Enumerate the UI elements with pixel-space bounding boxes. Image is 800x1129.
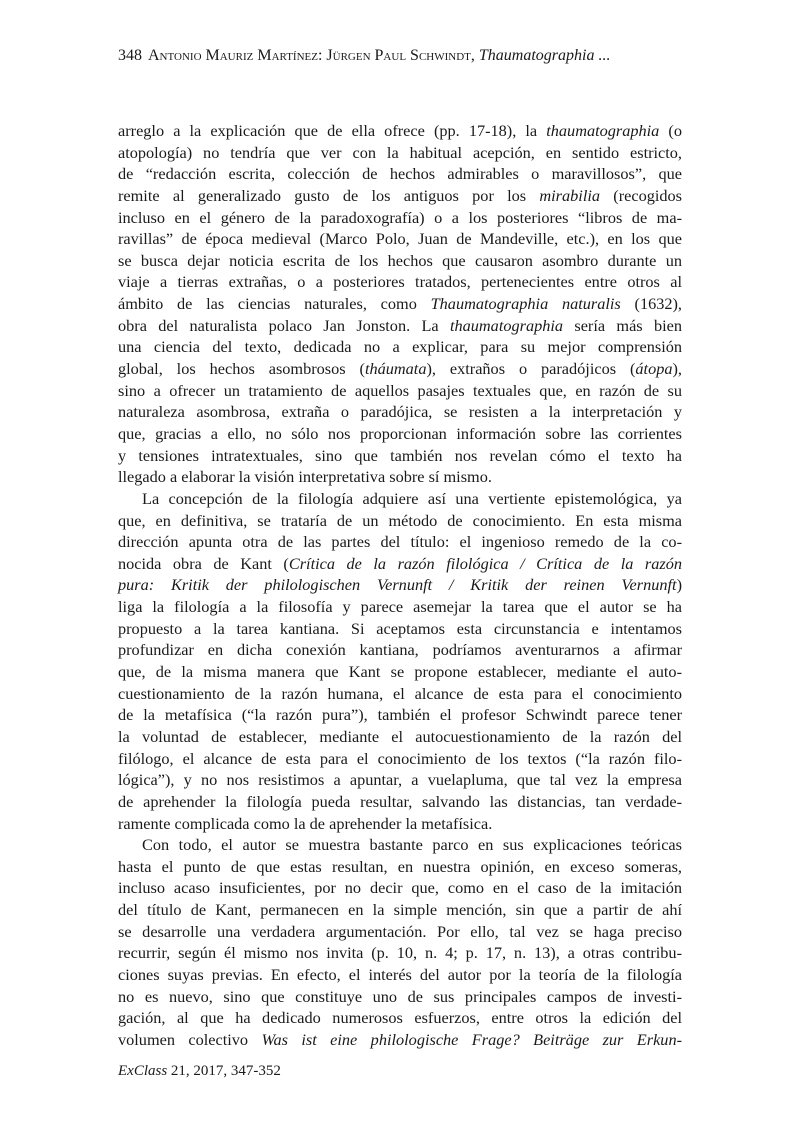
text-line (118, 748, 682, 770)
text-segment: (1632), (620, 294, 683, 314)
text-segment: sino a ofrecer un tratamiento de aquellos pasajes textuales que, en razón de su (118, 380, 682, 400)
text-line (118, 942, 682, 964)
journal-citation: 21, 2017, 347-352 (167, 1063, 281, 1079)
text-segment: que, gracias a ello, no sólo nos proporcionan información sobre las corrientes (118, 423, 682, 443)
paragraph (118, 120, 682, 488)
text-line (118, 553, 682, 575)
journal-footer (118, 1063, 281, 1080)
paragraph (118, 834, 682, 1050)
text-segment: La concepción de la filología adquiere así una vertiente epistemológica, ya (142, 488, 682, 508)
text-segment: naturaleza asombrosa, extraña o paradójica, se resisten a la interpretación y (118, 402, 682, 422)
text-segment: se desarrolle una verdadera argumentación. Por ello, tal vez se haga preciso (118, 921, 682, 941)
text-segment: del título de Kant, permanecen en la simple mención, sin que a partir de ahí (118, 900, 682, 920)
text-line (118, 639, 682, 661)
text-segment: dirección apunta otra de las partes del título: el ingenioso remedo de la co- (118, 532, 682, 552)
text-segment: ramente complicada como la de aprehender la metafísica. (118, 813, 493, 833)
text-segment: no es nuevo, sino que constituye uno de sus principales campos de investi- (118, 986, 682, 1006)
text-line (118, 250, 682, 272)
text-segment: Con todo, el autor se muestra bastante parco en sus explicaciones teóricas (142, 835, 682, 855)
text-line (118, 120, 682, 142)
text-line (118, 488, 682, 510)
text-segment: se busca dejar noticia escrita de los hechos que causaron asombro durante un (118, 250, 682, 270)
text-segment: ámbito de las ciencias naturales, como (118, 294, 431, 314)
text-line (118, 856, 682, 878)
text-segment: de la metafísica (“la razón pura”), también el profesor Schwindt parece tener (118, 705, 682, 725)
italic-text: Was ist eine philologische Frage? Beiträge zur Erkun- (261, 1029, 683, 1049)
text-line (118, 163, 682, 185)
text-segment: nocida obra de Kant ( (118, 553, 289, 573)
text-segment: ), extraños o paradójicos ( (426, 359, 636, 379)
text-line (118, 964, 682, 986)
text-segment: la voluntad de establecer, mediante el autocuestionamiento de la razón del (118, 726, 682, 746)
text-segment: global, los hechos asombrosos ( (118, 359, 365, 379)
text-segment: arreglo a la explicación que de ella ofrece (pp. 17-18), la (118, 121, 547, 140)
running-header (118, 47, 610, 65)
italic-text: tháumata (364, 359, 427, 379)
text-segment: recurrir, según él mismo nos invita (p. 10, n. 4; p. 17, n. 13), a otras contribu- (118, 943, 682, 963)
italic-text: Crítica de la razón filológica / Crítica de la razón (288, 553, 683, 573)
text-segment: ), (672, 359, 682, 379)
text-line (118, 618, 682, 640)
text-line (118, 271, 682, 293)
body-text (118, 120, 682, 1051)
text-segment: que, en definitiva, se trataría de un método de conocimiento. En esta misma (118, 510, 682, 530)
text-segment: ) (676, 575, 682, 595)
text-segment: gación, al que ha dedicado numerosos esfuerzos, entre otros la edición del (118, 1008, 682, 1028)
italic-text: thaumatographia (449, 315, 564, 335)
text-line (118, 813, 682, 835)
text-segment: filólogo, el alcance de esta para el conocimiento de los textos (“la razón filo- (118, 748, 682, 768)
text-segment: incluso acaso insuficientes, por no decir que, como en el caso de la imitación (118, 878, 682, 898)
text-line (118, 336, 682, 358)
header-separator: : (317, 47, 327, 64)
text-line (118, 466, 682, 488)
text-segment: lógica”), y no nos resistimos a apuntar, a vuelapluma, que tal vez la empresa (118, 770, 682, 790)
text-segment: propuesto a la tarea kantiana. Si aceptamos esta circunstancia e intentamos (118, 618, 682, 638)
text-segment: volumen colectivo (118, 1029, 262, 1049)
text-segment: sería más bien (563, 315, 682, 335)
italic-text: átopa (635, 359, 673, 379)
italic-text: pura: Kritik der philologischen Vernunft / Kritik der reinen Vernunft (118, 575, 677, 595)
text-line (118, 986, 682, 1008)
journal-name: ExClass (118, 1063, 168, 1079)
text-line (118, 877, 682, 899)
reviewed-author: Jürgen Paul Schwindt (326, 47, 471, 64)
text-segment: cuestionamiento de la razón humana, el alcance de esta para el conocimiento (118, 683, 682, 703)
text-line (118, 401, 682, 423)
page-number: 348 (118, 47, 142, 64)
text-segment: de “redacción escrita, colección de hechos admirables o maravillosos”, que (118, 164, 682, 184)
text-line (118, 769, 682, 791)
text-segment: remite al generalizado gusto de los antiguos por los (118, 185, 540, 205)
review-author: Antonio Mauriz Martínez (148, 47, 318, 64)
text-line (118, 921, 682, 943)
text-segment: ravillas” de época medieval (Marco Polo, Juan de Mandeville, etc.), en los que (118, 229, 682, 249)
text-segment: atopología) no tendría que ver con la habitual acepción, en sentido estricto, (118, 142, 682, 162)
text-line (118, 683, 682, 705)
text-segment: y tensiones intratextuales, sino que también nos revelan cómo el texto ha (118, 445, 682, 465)
italic-text: mirabilia (539, 185, 601, 205)
text-line (118, 185, 682, 207)
text-line (118, 726, 682, 748)
text-segment: viaje a tierras extrañas, o a posteriores tratados, pertenecientes entre otros al (118, 272, 682, 292)
text-segment: una ciencia del texto, dedicada no a explicar, para su mejor comprensión (118, 337, 682, 357)
text-line (118, 704, 682, 726)
paragraph (118, 488, 682, 834)
text-segment: (o (659, 121, 682, 140)
text-line (118, 380, 682, 402)
text-line (118, 596, 682, 618)
text-line (118, 510, 682, 532)
text-line (118, 834, 682, 856)
text-line (118, 445, 682, 467)
text-segment: obra del naturalista polaco Jan Jonston. La (118, 315, 450, 335)
reviewed-title: Thaumatographia ... (478, 47, 611, 64)
text-line (118, 791, 682, 813)
italic-text: Thaumatographia naturalis (430, 294, 621, 314)
text-segment: llegado a elaborar la visión interpretativa sobre sí mismo. (118, 467, 492, 487)
text-segment: hasta el punto de que estas resultan, en nuestra opinión, en exceso someras, (118, 856, 682, 876)
text-segment: de aprehender la filología pueda resultar, salvando las distancias, tan verdade- (118, 791, 682, 811)
text-line (118, 1007, 682, 1029)
text-line (118, 142, 682, 164)
text-segment: liga la filología a la filosofía y parece asemejar la tarea que el autor se ha (118, 597, 682, 617)
text-segment: que, de la misma manera que Kant se propone establecer, mediante el auto- (118, 662, 682, 682)
text-line (118, 574, 682, 596)
italic-text: thaumatographia (546, 121, 660, 140)
text-segment: profundizar en dicha conexión kantiana, podríamos aventurarnos a afirmar (118, 640, 682, 660)
text-line (118, 531, 682, 553)
text-line (118, 293, 682, 315)
text-line (118, 899, 682, 921)
text-line (118, 228, 682, 250)
text-line (118, 358, 682, 380)
text-line (118, 661, 682, 683)
text-segment: ciones suyas previas. En efecto, el interés del autor por la teoría de la filología (118, 964, 682, 984)
text-segment: incluso en el género de la paradoxografía) o a los posteriores “libros de ma- (118, 207, 682, 227)
header-separator: , (470, 47, 479, 64)
text-line (118, 207, 682, 229)
text-line (118, 1029, 682, 1051)
text-segment: (recogidos (600, 185, 682, 205)
text-line (118, 423, 682, 445)
text-line (118, 315, 682, 337)
